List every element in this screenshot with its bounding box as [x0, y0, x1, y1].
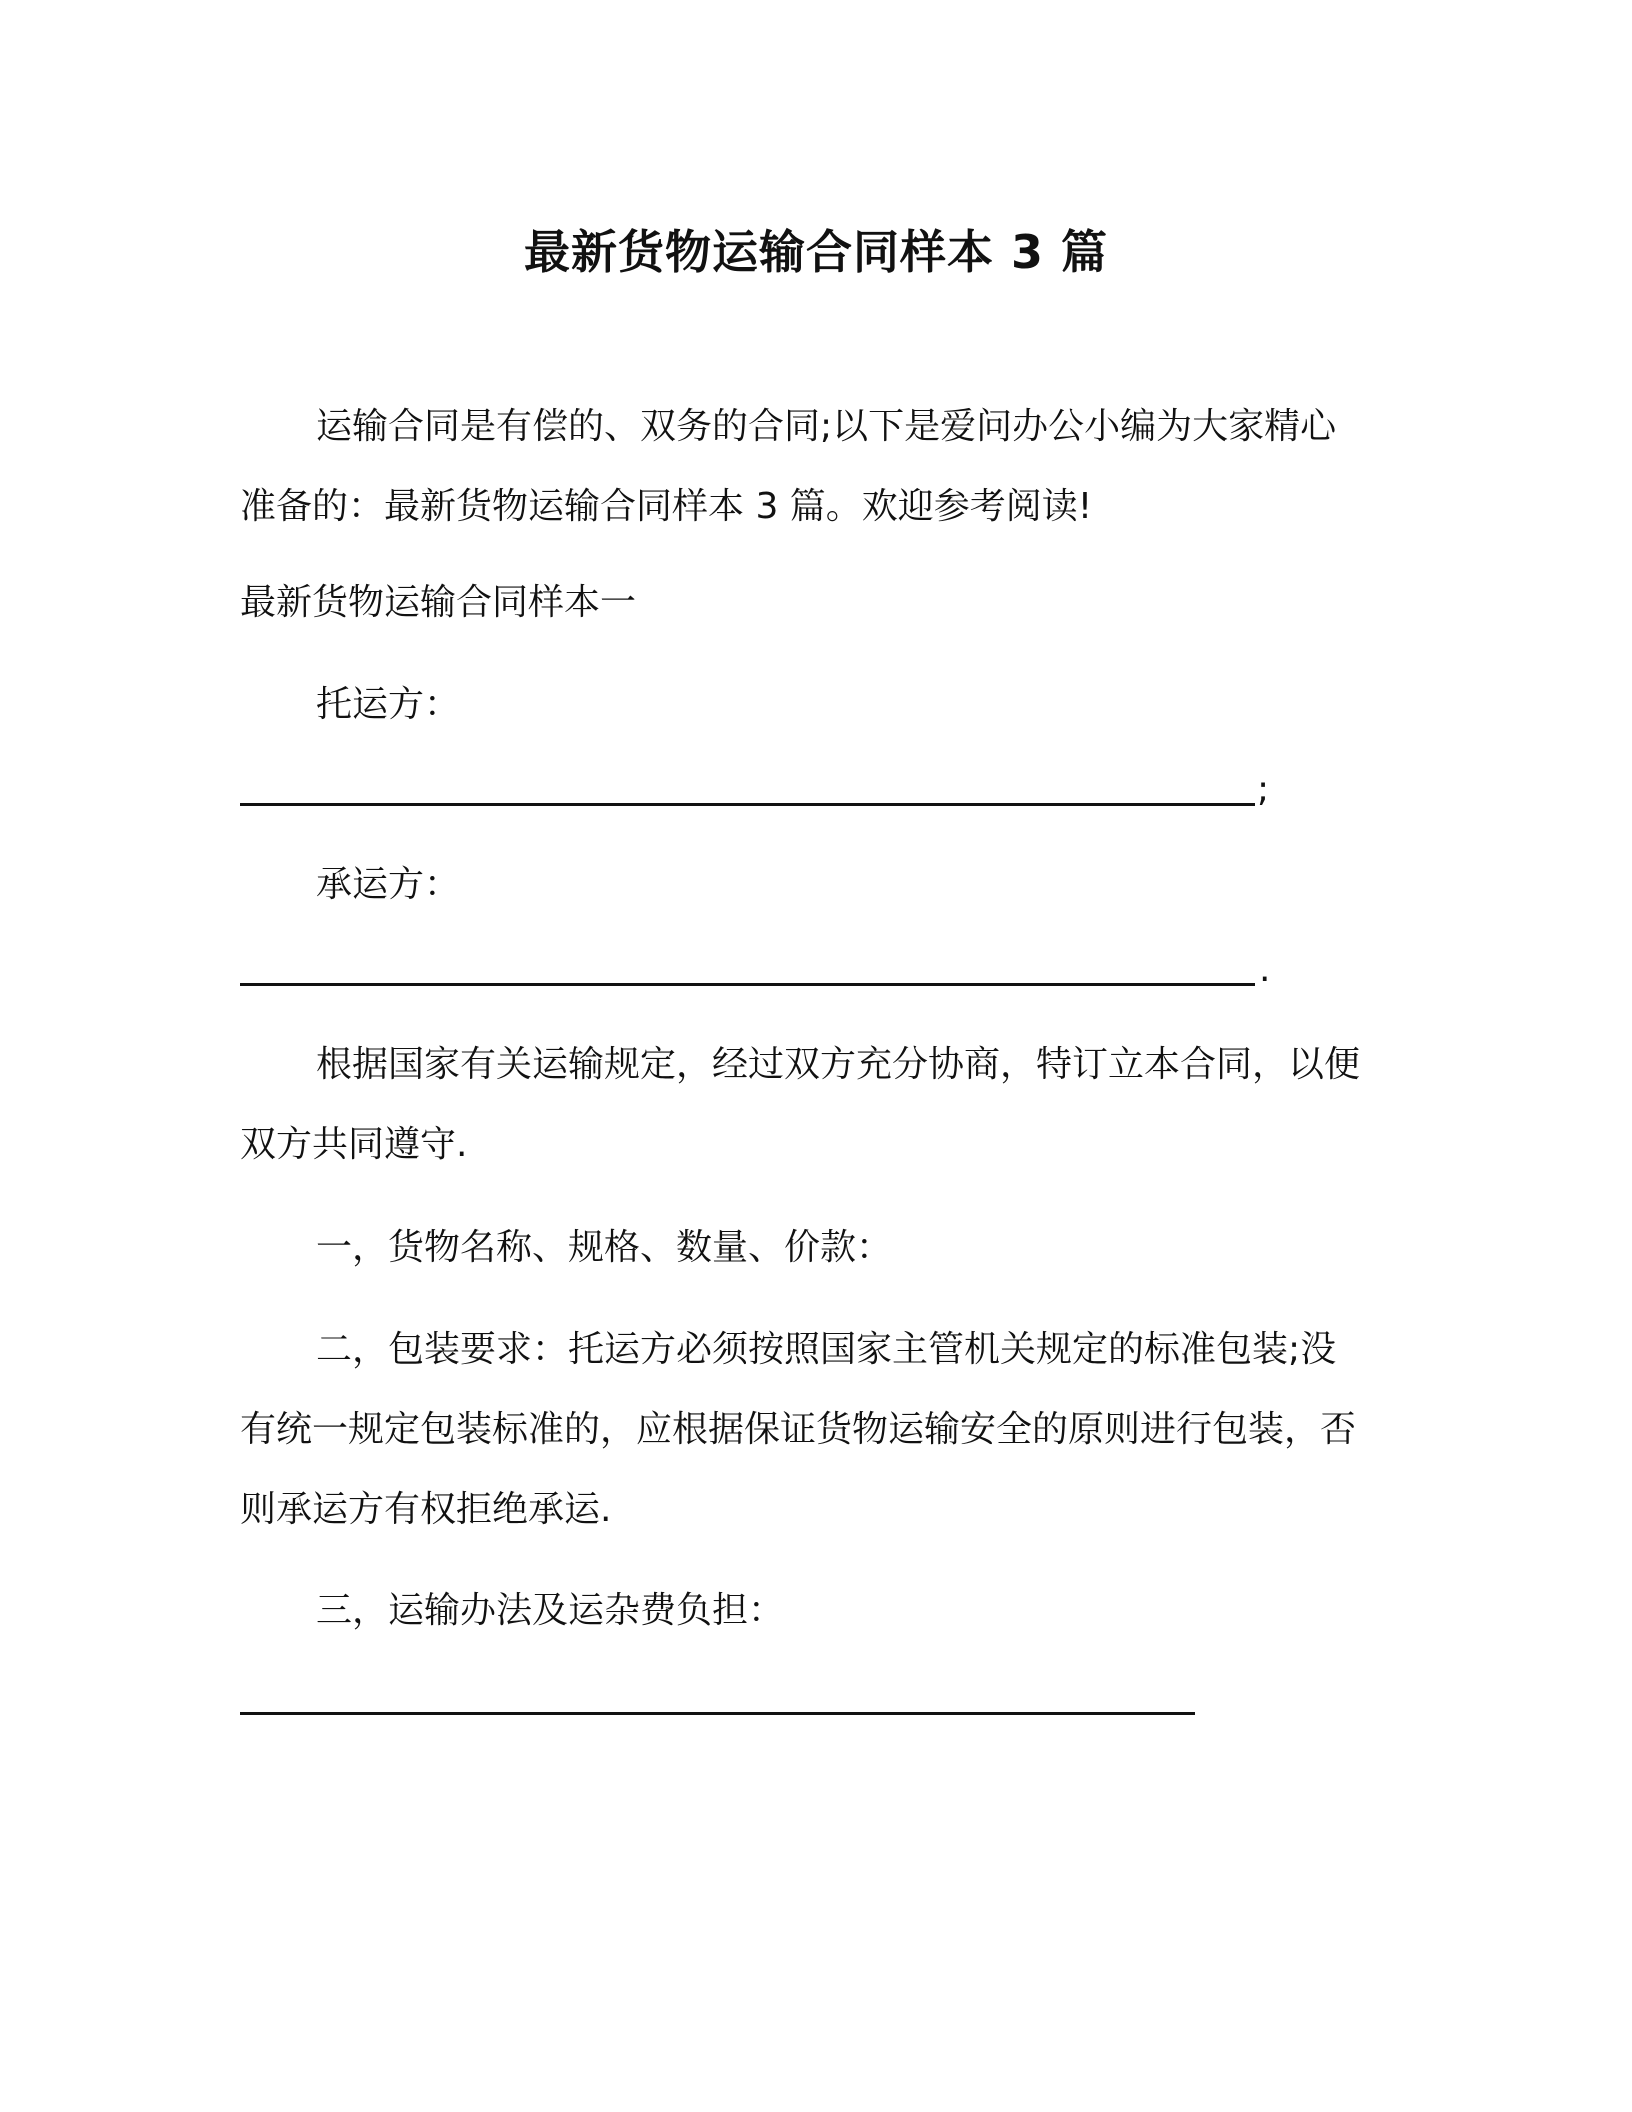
carrier-line-end: .	[1259, 949, 1271, 990]
clause-1: 一，货物名称、规格、数量、价款：	[316, 1227, 893, 1268]
clause-3: 三，运输办法及运杂费负担：	[316, 1590, 785, 1631]
sample-heading: 最新货物运输合同样本一	[240, 582, 637, 623]
carrier-label: 承运方：	[316, 864, 461, 905]
document-title: 最新货物运输合同样本 3 篇	[523, 225, 1109, 279]
carrier-fill-line	[240, 983, 1255, 986]
clause-2: 二，包装要求：托运方必须按照国家主管机关规定的标准包装;没有统一规定包装标准的，应根据保证货物运输安全的原则进行包装，否则承运方有权拒绝承运.	[240, 1329, 1357, 1530]
basis-paragraph: 根据国家有关运输规定，经过双方充分协商，特订立本合同，以便双方共同遵守.	[240, 1044, 1361, 1165]
intro-paragraph: 运输合同是有偿的、双务的合同;以下是爱问办公小编为大家精心准备的：最新货物运输合同样本 3 篇。欢迎参考阅读!	[240, 406, 1337, 527]
shipper-line-end: ;	[1257, 769, 1270, 810]
shipper-fill-line	[240, 803, 1255, 806]
shipper-label: 托运方：	[316, 684, 461, 725]
clause-3-fill-line	[240, 1712, 1195, 1715]
